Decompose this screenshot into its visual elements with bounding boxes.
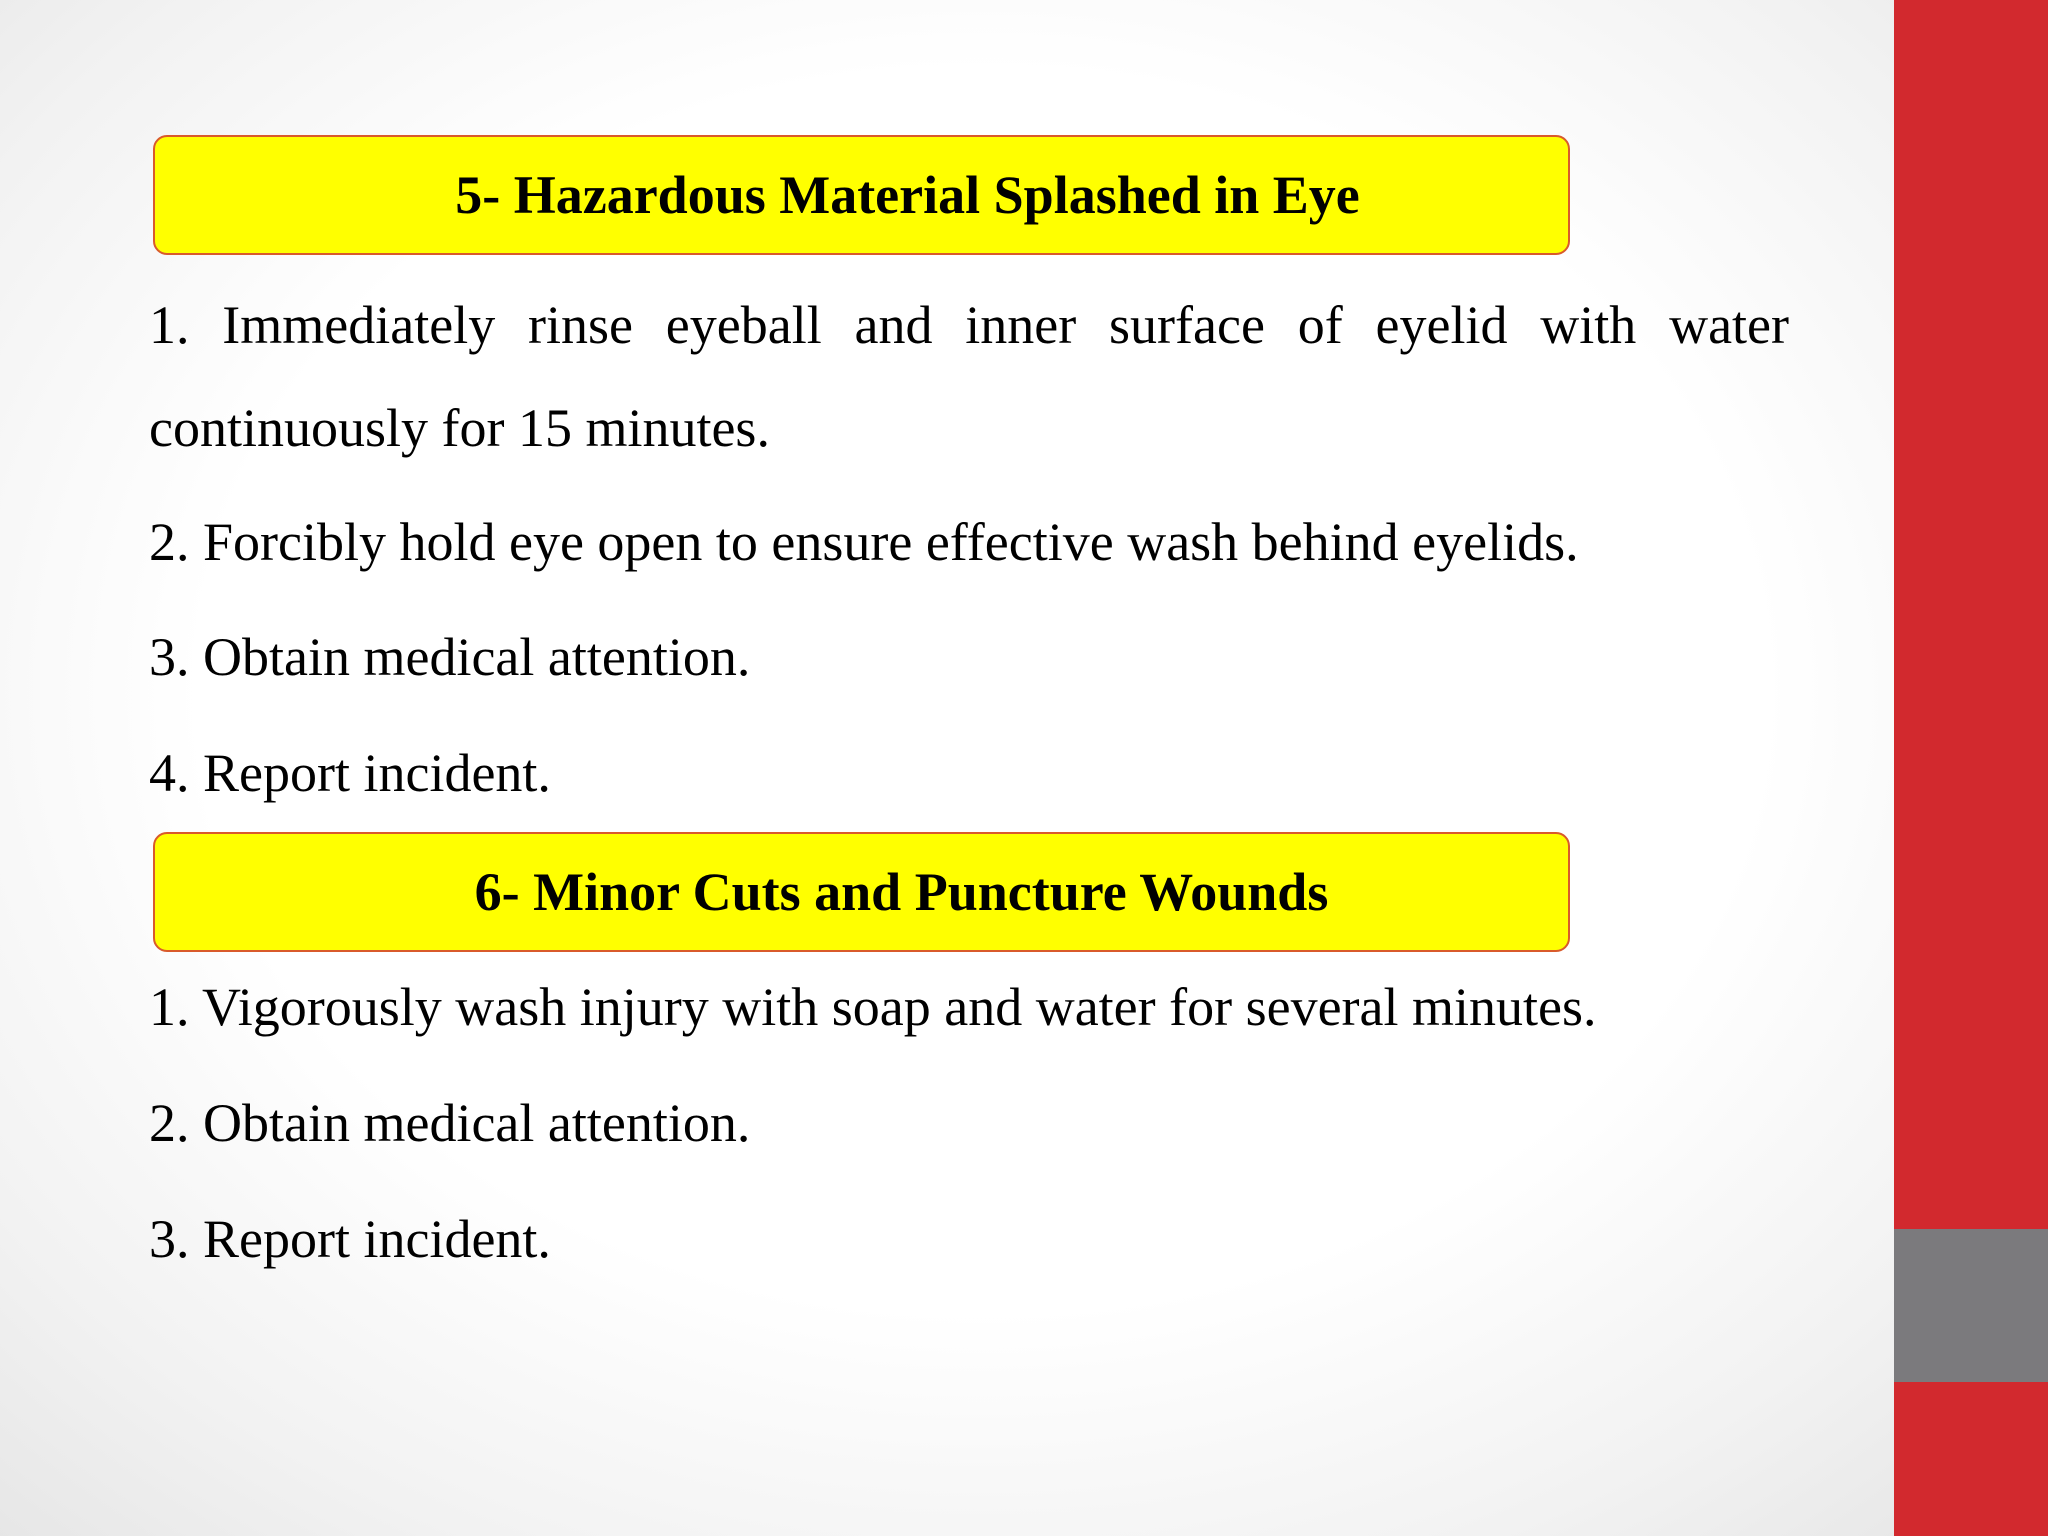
list-item-rinse-eye-continued: continuously for 15 minutes. bbox=[149, 398, 770, 458]
list-item-rinse-eye: 1. Immediately rinse eyeball and inner surface of eyelid with water bbox=[149, 295, 1789, 355]
section-heading-cuts-wounds bbox=[153, 832, 1570, 952]
list-item-report-incident: 3. Report incident. bbox=[149, 1209, 551, 1269]
list-item-medical-attention: 2. Obtain medical attention. bbox=[149, 1093, 751, 1153]
decorative-side-bar bbox=[1894, 0, 2048, 1536]
section-heading-eye-splash bbox=[153, 135, 1570, 255]
list-item-hold-eye-open: 2. Forcibly hold eye open to ensure effective wash behind eyelids. bbox=[149, 512, 1579, 572]
section-heading-text: 5- Hazardous Material Splashed in Eye bbox=[455, 165, 1360, 225]
side-bar-accent-block bbox=[1894, 1229, 2048, 1382]
list-item-medical-attention: 3. Obtain medical attention. bbox=[149, 627, 751, 687]
list-item-report-incident: 4. Report incident. bbox=[149, 743, 551, 803]
list-item-wash-injury: 1. Vigorously wash injury with soap and water for several minutes. bbox=[149, 977, 1597, 1037]
section-heading-text: 6- Minor Cuts and Puncture Wounds bbox=[474, 862, 1329, 922]
